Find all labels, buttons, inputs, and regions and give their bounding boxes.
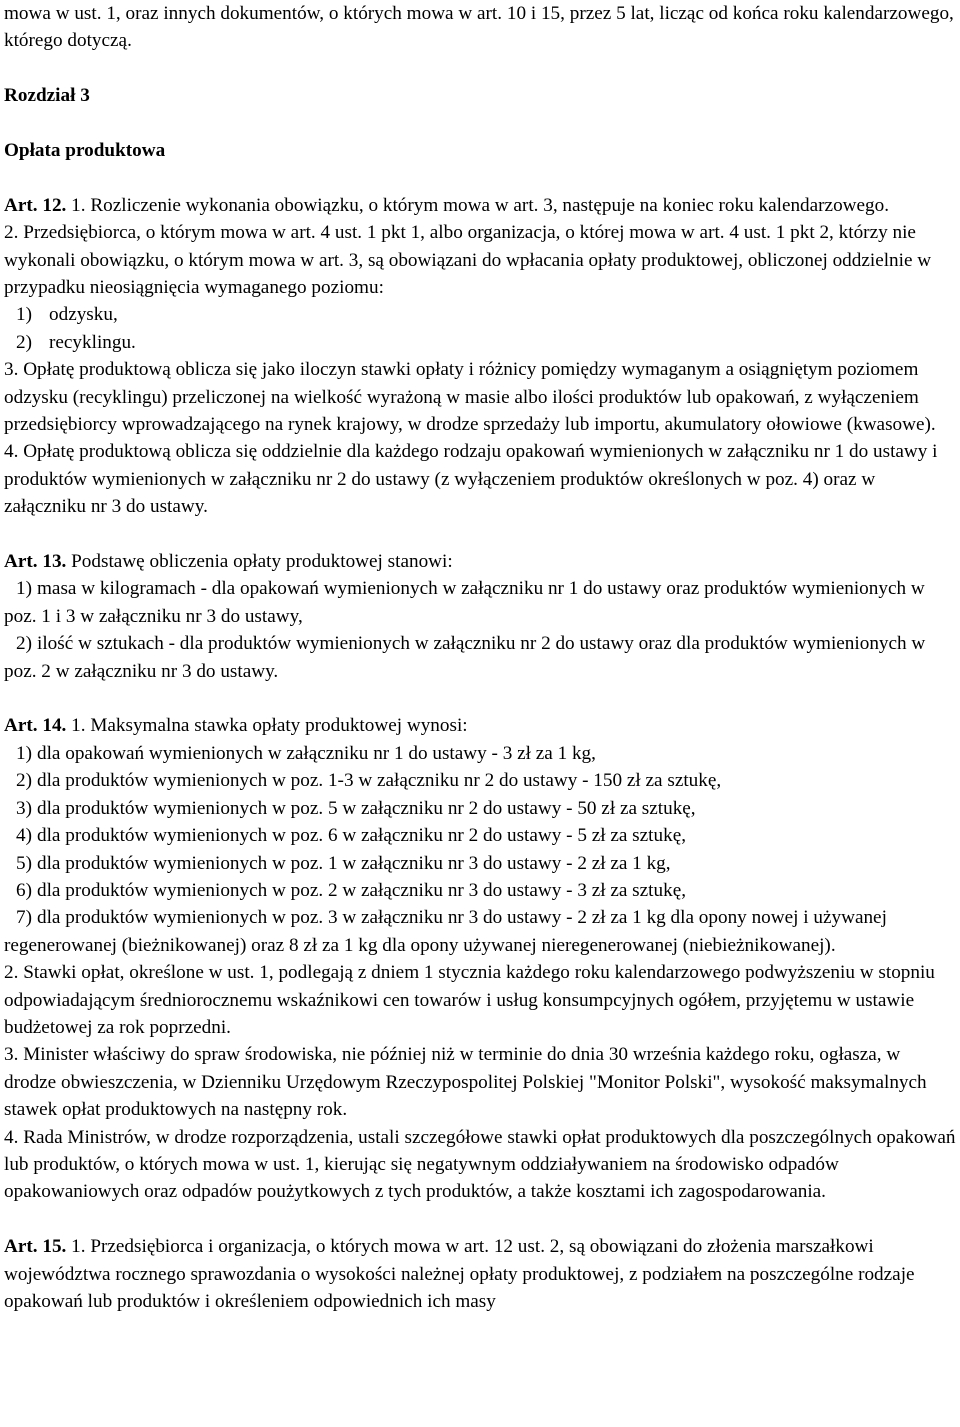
art12-p1-text: 1. Rozliczenie wykonania obowiązku, o którym mowa w art. 3, następuje na koniec roku kalendarzowego.	[66, 194, 890, 216]
list-item	[4, 630, 957, 685]
list-item-number: 1)	[16, 742, 32, 764]
list-item-text: dla produktów wymienionych w poz. 5 w załączniku nr 2 do ustawy - 50 zł za sztukę,	[37, 797, 696, 819]
art12-label: Art. 12.	[4, 194, 67, 216]
list-item	[4, 301, 957, 328]
art15-text: 1. Przedsiębiorca i organizacja, o których mowa w art. 12 ust. 2, są obowiązani do złożenia marszałkowi województwa rocznego sprawozdania o wysokości należnej opłaty produktowej, z podziałem na poszczególne rodzaje opakowań lub produktów i określeniem odpowiednich ich masy	[4, 1236, 915, 1312]
list-item	[4, 575, 957, 630]
article-12	[4, 192, 957, 521]
art12-paragraph-4: 4. Opłatę produktową oblicza się oddzielnie dla każdego rodzaju opakowań wymienionych w załączniku nr 1 do ustawy i produktów wymienionych w załączniku nr 2 do ustawy (z wyłączeniem produktów określonych w poz. 4) oraz w załączniku nr 3 do ustawy.	[4, 441, 938, 518]
art13-intro-text: Podstawę obliczenia opłaty produktowej stanowi:	[66, 551, 453, 573]
list-item-number: 5)	[16, 852, 32, 874]
article-14	[4, 712, 957, 1205]
list-item-number: 2)	[16, 331, 32, 353]
list-item-number: 1)	[16, 578, 32, 600]
list-item	[4, 795, 957, 822]
spacer	[4, 521, 957, 548]
list-item-text: dla produktów wymienionych w poz. 1-3 w załączniku nr 2 do ustawy - 150 zł za sztukę,	[37, 770, 722, 792]
list-item	[4, 767, 957, 794]
list-item	[4, 877, 957, 904]
list-item-text: dla produktów wymienionych w poz. 6 w załączniku nr 2 do ustawy - 5 zł za sztukę,	[37, 825, 687, 847]
list-item	[4, 850, 957, 877]
spacer	[4, 110, 957, 137]
list-item-number: 1)	[16, 304, 32, 326]
art12-paragraph-1	[4, 192, 957, 219]
list-item	[4, 904, 957, 959]
list-item-text: dla produktów wymienionych w poz. 2 w załączniku nr 3 do ustawy - 3 zł za sztukę,	[37, 879, 687, 901]
art13-label: Art. 13.	[4, 551, 67, 573]
list-item-text: ilość w sztukach - dla produktów wymienionych w załączniku nr 2 do ustawy oraz dla produktów wymienionych w poz. 2 w załączniku nr 3 do ustawy.	[4, 633, 926, 682]
art13-intro	[4, 548, 957, 575]
list-item-text: dla opakowań wymienionych w załączniku nr 1 do ustawy - 3 zł za 1 kg,	[37, 742, 596, 764]
list-item	[4, 740, 957, 767]
art14-paragraph-3: 3. Minister właściwy do spraw środowiska, nie później niż w terminie do dnia 30 września każdego roku, ogłasza, w drodze obwieszczenia, w Dzienniku Urzędowym Rzeczypospolitej Polskiej "Monitor Polski", wysokość maksymalnych stawek opłat produktowych na następny rok.	[4, 1044, 927, 1121]
intro-paragraph: mowa w ust. 1, oraz innych dokumentów, o których mowa w art. 10 i 15, przez 5 lat, licząc od końca roku kalendarzowego, którego dotyczą.	[4, 3, 954, 52]
spacer	[4, 164, 957, 191]
list-item-text: dla produktów wymienionych w poz. 1 w załączniku nr 3 do ustawy - 2 zł za 1 kg,	[37, 852, 671, 874]
list-item-number: 6)	[16, 879, 32, 901]
list-item-text: odzysku,	[49, 304, 118, 326]
art15-paragraph-1	[4, 1233, 957, 1315]
list-item	[4, 329, 957, 356]
list-item-number: 4)	[16, 825, 32, 847]
spacer	[4, 685, 957, 712]
spacer	[4, 55, 957, 82]
chapter-number: Rozdział 3	[4, 85, 90, 107]
list-item-text: masa w kilogramach - dla opakowań wymienionych w załączniku nr 1 do ustawy oraz produktów wymienionych w poz. 1 i 3 w załączniku nr 3 do ustawy,	[4, 578, 925, 627]
spacer	[4, 1206, 957, 1233]
list-item-number: 3)	[16, 797, 32, 819]
art14-label: Art. 14.	[4, 715, 67, 737]
chapter-title: Opłata produktowa	[4, 140, 166, 161]
art12-paragraph-3: 3. Opłatę produktową oblicza się jako iloczyn stawki opłaty i różnicy pomiędzy wymaganym a osiągniętym poziomem odzysku (recyklingu) przeliczonej na wielkość wyrażoną w masie albo ilości produktów lub opakowań, z wyłączeniem przedsiębiorcy wprowadzającego na rynek krajowy, w drodze sprzedaży lub importu, akumulatory ołowiowe (kwasowe).	[4, 359, 936, 436]
art12-paragraph-2: 2. Przedsiębiorca, o którym mowa w art. 4 ust. 1 pkt 1, albo organizacja, o której mowa w art. 4 ust. 1 pkt 2, którzy nie wykonali obowiązku, o którym mowa w art. 3, są obowiązani do wpłacania opłaty produktowej, obliczonej oddzielnie w przypadku nieosiągnięcia wymaganego poziomu:	[4, 222, 932, 299]
list-item-text: dla produktów wymienionych w poz. 3 w załączniku nr 3 do ustawy - 2 zł za 1 kg dla opony nowej i używanej regenerowanej (bieżnikowanej) oraz 8 zł za 1 kg dla opony używanej nieregenerowanej (niebieżnikowanej).	[4, 907, 887, 956]
list-item-number: 2)	[16, 633, 32, 655]
art14-intro	[4, 712, 957, 739]
art14-intro-text: 1. Maksymalna stawka opłaty produktowej wynosi:	[66, 715, 468, 737]
art14-paragraph-2: 2. Stawki opłat, określone w ust. 1, podlegają z dniem 1 stycznia każdego roku kalendarzowego podwyższeniu w stopniu odpowiadającym średniorocznemu wskaźnikowi cen towarów i usług konsumpcyjnych ogółem, przyjętemu w ustawie budżetowej za rok poprzedni.	[4, 962, 935, 1038]
art15-label: Art. 15.	[4, 1236, 67, 1258]
art14-paragraph-4: 4. Rada Ministrów, w drodze rozporządzenia, ustali szczegółowe stawki opłat produktowych dla poszczególnych opakowań lub produktów, o których mowa w ust. 1, kierując się negatywnym oddziaływaniem na środowisko odpadów opakowaniowych oraz odpadów poużytkowych z tych produktów, a także kosztami ich zagospodarowania.	[4, 1126, 956, 1203]
list-item-text: recyklingu.	[49, 331, 136, 353]
article-13	[4, 548, 957, 685]
article-15	[4, 1233, 957, 1315]
list-item-number: 7)	[16, 907, 32, 929]
list-item	[4, 822, 957, 849]
list-item-number: 2)	[16, 770, 32, 792]
